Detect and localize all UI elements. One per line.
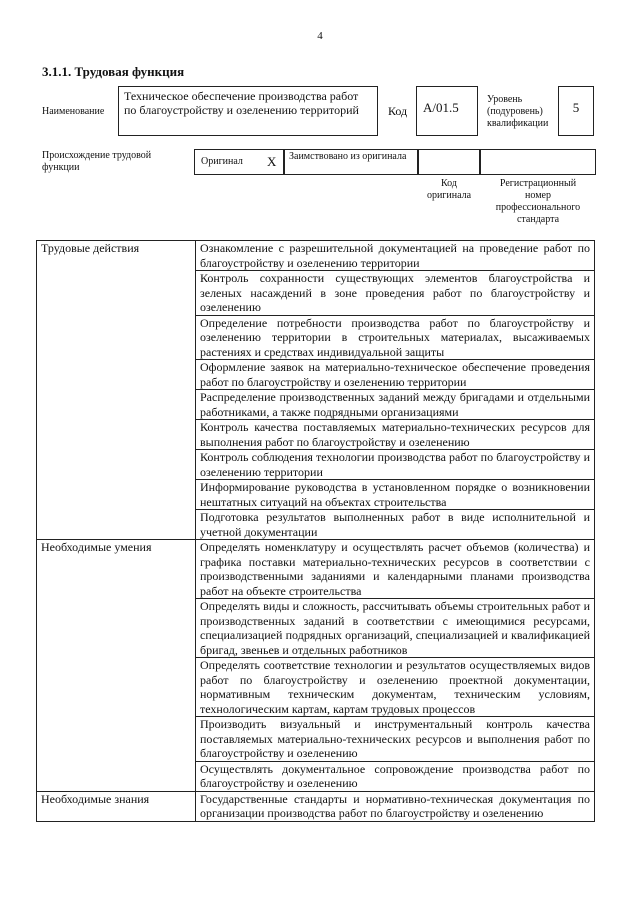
origin-original-label: Оригинал <box>201 156 243 167</box>
category-cell: Трудовые действия <box>37 241 196 540</box>
table-cell: Осуществлять документальное сопровождение производства работ по благоустройству и озеленению <box>196 761 595 791</box>
table-cell: Определение потребности производства работ по благоустройству и озеленению территории в строительных материалах, высаживаемых растениях и средствах индивидуальной защиты <box>196 315 595 360</box>
table-cell: Ознакомление с разрешительной документацией на проведение работ по благоустройству и озеленению территории <box>196 241 595 271</box>
table-cell: Контроль сохранности существующих элементов благоустройства и зеленых насаждений в зоне проведения работ по благоустройству и озеленению <box>196 271 595 316</box>
origin-original-mark: X <box>267 154 277 169</box>
origin-reg-caption: Регистрационный номер профессионального стандарта <box>495 178 581 225</box>
function-table <box>36 240 595 822</box>
origin-original-cell <box>194 149 284 175</box>
table-row <box>37 540 595 599</box>
table-cell: Определять номенклатуру и осуществлять расчет объемов (количества) и графика поставки материально-технических ресурсов в соответствии с производственными заданиями и календарными планами производства работ на объекте строительства <box>196 540 595 599</box>
origin-reg-cell <box>480 149 596 175</box>
page-number: 4 <box>317 30 323 42</box>
table-cell: Подготовка результатов выполненных работ в виде исполнительной и учетной документации <box>196 510 595 540</box>
origin-borrowed-label: Заимствовано из оригинала <box>284 149 418 175</box>
name-value: Техническое обеспечение производства работ по благоустройству и озеленению территорий <box>118 86 378 136</box>
table-cell: Контроль качества поставляемых материально-технических ресурсов для выполнения работ по благоустройству и озеленению <box>196 420 595 450</box>
table-cell: Определять виды и сложность, рассчитывать объемы строительных работ и производственных заданий в соответствии с имеющимися ресурсами, специализацией подрядных организаций, специализацией и квалификацией бригад, звеньев и отдельных работников <box>196 599 595 658</box>
table-row <box>37 241 595 271</box>
category-cell: Необходимые знания <box>37 791 196 821</box>
table-cell: Распределение производственных заданий между бригадами и отдельными работниками, а также подрядными организациями <box>196 390 595 420</box>
origin-label: Происхождение трудовой функции <box>42 150 152 173</box>
table-row <box>37 791 595 821</box>
name-label: Наименование <box>42 106 105 117</box>
code-label: Код <box>388 104 408 118</box>
table-cell: Контроль соблюдения технологии производства работ по благоустройству и озеленению территории <box>196 450 595 480</box>
table-cell: Государственные стандарты и нормативно-техническая документация по организации производства работ по благоустройству и озеленению <box>196 791 595 821</box>
table-cell: Информирование руководства в установленном порядке о возникновении нештатных ситуаций на объектах строительства <box>196 480 595 510</box>
origin-code-caption: Код оригинала <box>426 178 472 201</box>
table-cell: Производить визуальный и инструментальный контроль качества поставляемых материально-технических ресурсов и выполнения работ по благоустройству и озеленению <box>196 717 595 762</box>
level-value: 5 <box>558 86 594 136</box>
origin-code-cell <box>418 149 480 175</box>
code-value: A/01.5 <box>416 86 478 136</box>
table-cell: Определять соответствие технологии и результатов осуществляемых видов работ по благоустройству и озеленению проектной документации, нормативным техническим документам, техническим условиям, технологическим картам, картам трудовых процессов <box>196 658 595 717</box>
section-title: 3.1.1. Трудовая функция <box>42 64 185 79</box>
category-cell: Необходимые умения <box>37 540 196 792</box>
level-label: Уровень (подуровень) квалификации <box>487 94 549 129</box>
table-cell: Оформление заявок на материально-техническое обеспечение проведения работ по благоустройству и озеленению территории <box>196 360 595 390</box>
